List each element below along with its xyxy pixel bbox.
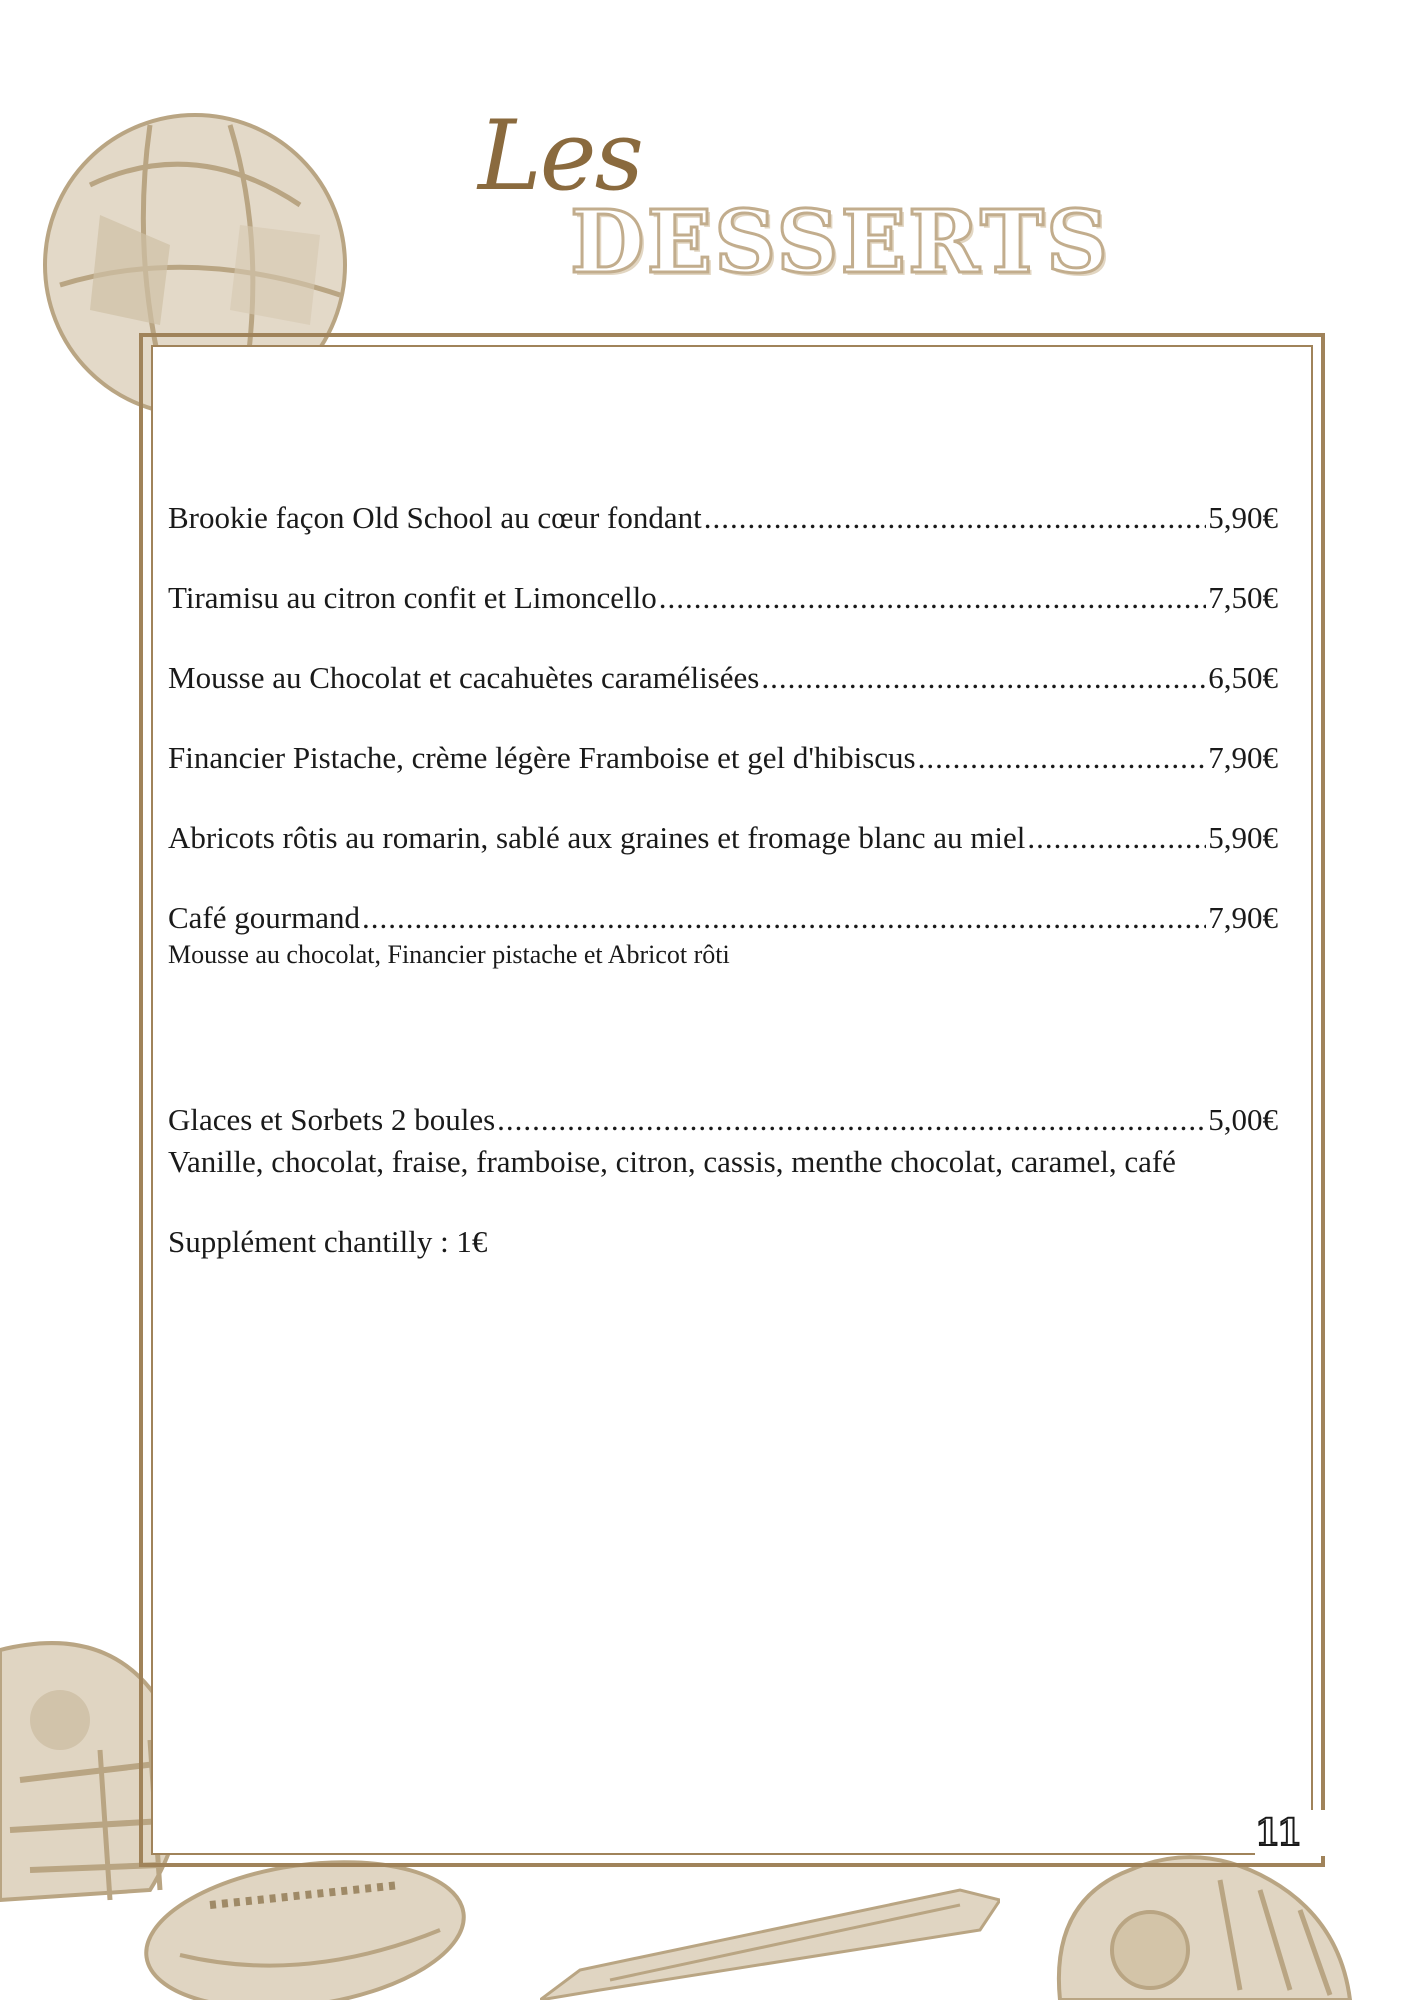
dot-leader	[704, 497, 1206, 539]
menu-item-ice	[168, 1099, 1278, 1141]
dot-leader	[497, 1099, 1206, 1141]
supplement-note: Supplément chantilly : 1€	[168, 1224, 488, 1259]
item-name: Glaces et Sorbets 2 boules	[168, 1102, 496, 1137]
item-name: Abricots rôtis au romarin, sablé aux graines et fromage blanc au miel	[168, 820, 1026, 855]
item-price: 5,90€	[1208, 500, 1278, 535]
menu-item	[168, 577, 1278, 619]
item-name: Financier Pistache, crème légère Framboise et gel d'hibiscus	[168, 740, 916, 775]
item-price: 7,50€	[1208, 580, 1278, 615]
menu-item	[168, 737, 1278, 779]
page-number: 11	[1255, 1812, 1300, 1854]
menu-item	[168, 817, 1278, 859]
item-price: 6,50€	[1208, 660, 1278, 695]
item-detail: Mousse au chocolat, Financier pistache et Abricot rôti	[168, 940, 730, 969]
menu-item	[168, 897, 1278, 939]
title-script-les: Les	[478, 100, 642, 212]
item-name: Brookie façon Old School au cœur fondant	[168, 500, 702, 535]
item-price: 5,00€	[1208, 1102, 1278, 1137]
dot-leader	[761, 657, 1206, 699]
item-price: 5,90€	[1208, 820, 1278, 855]
page-title: DESSERTS	[570, 192, 1111, 293]
item-price: 7,90€	[1208, 900, 1278, 935]
dot-leader	[918, 737, 1207, 779]
dot-leader	[362, 897, 1206, 939]
dot-leader	[659, 577, 1207, 619]
tennis-racket-sketch-icon	[540, 1860, 1000, 2000]
menu-item	[168, 657, 1278, 699]
dot-leader	[1027, 817, 1206, 859]
dessert-menu	[168, 497, 1278, 1263]
menu-item	[168, 497, 1278, 539]
item-name: Café gourmand	[168, 900, 360, 935]
item-price: 7,90€	[1208, 740, 1278, 775]
ice-flavors: Vanille, chocolat, fraise, framboise, citron, cassis, menthe chocolat, caramel, café	[168, 1144, 1176, 1179]
item-name: Tiramisu au citron confit et Limoncello	[168, 580, 657, 615]
item-name: Mousse au Chocolat et cacahuètes caramélisées	[168, 660, 760, 695]
